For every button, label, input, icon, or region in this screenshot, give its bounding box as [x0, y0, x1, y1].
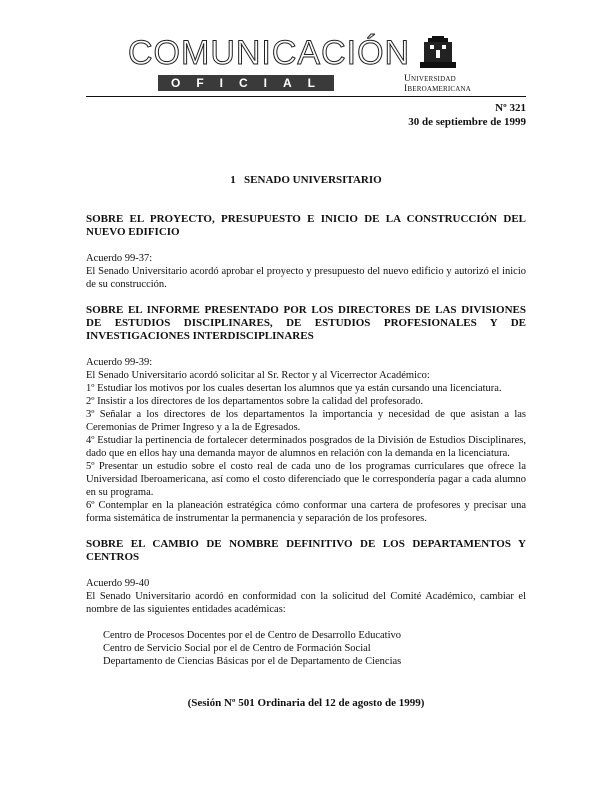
masthead-title: COMUNICACIÓN: [128, 34, 411, 72]
document-number: Nº 321: [495, 102, 526, 114]
university-name-line1: Universidad: [404, 74, 456, 84]
block2-items: [86, 382, 526, 525]
document-date: 30 de septiembre de 1999: [408, 116, 526, 128]
masthead-logo: [128, 34, 411, 94]
block1-text: El Senado Universitario acordó aprobar el proyecto y presupuesto del nuevo edificio y autorizó el inicio de su construcción.: [86, 266, 526, 290]
block3-heading: SOBRE EL CAMBIO DE NOMBRE DEFINITIVO DE LOS DEPARTAMENTOS Y CENTROS: [86, 538, 526, 563]
list-item: 1º Estudiar los motivos por los cuales desertan los alumnos que ya están cursando una licenciatura.: [86, 383, 502, 394]
block1-agreement: Acuerdo 99-37:: [86, 253, 153, 264]
university-emblem-icon: [418, 36, 458, 72]
session-footer: (Sesión Nº 501 Ordinaria del 12 de agosto de 1999): [187, 697, 425, 709]
list-item: 6º Contemplar en la planeación estratégica cómo conformar una cartera de profesores y precisar una forma sistemática de instrumentar la permanencia y separación de los profesores.: [86, 500, 526, 524]
document-body: [86, 174, 526, 668]
block2-heading: SOBRE EL INFORME PRESENTADO POR LOS DIRECTORES DE LAS DIVISIONES DE ESTUDIOS DISCIPLINARES, DE ESTUDIOS PROFESIONALES Y DE INVESTIGACIONES INTERDISCIPLINARES: [86, 304, 526, 342]
list-item: 5º Presentar un estudio sobre el costo real de cada uno de los programas curriculares que ofrece la Universidad Iberoamericana, así como el costo diferenciado que le correspondería pagar a cada alumno en su programa.: [86, 461, 526, 498]
section-title: 1 SENADO UNIVERSITARIO: [230, 174, 382, 186]
block3-agreement: Acuerdo 99-40: [86, 578, 150, 589]
university-logo: [404, 36, 534, 94]
list-item: 3º Señalar a los directores de los departamentos la importancia y necesidad de que asistan a las Ceremonias de Primer Ingreso y a la de Egresados.: [86, 409, 526, 433]
list-item: Departamento de Ciencias Básicas por el de Departamento de Ciencias: [103, 656, 402, 667]
university-name: [404, 74, 471, 94]
list-item: Centro de Servicio Social por el de Centro de Formación Social: [103, 643, 371, 654]
masthead-subtitle: OFICIAL: [171, 76, 331, 90]
list-item: Centro de Procesos Docentes por el de Centro de Desarrollo Educativo: [103, 630, 401, 641]
university-name-line2: Iberoamericana: [404, 84, 472, 94]
block3-text: El Senado Universitario acordó en conformidad con la solicitud del Comité Académico, cambiar el nombre de las siguientes entidades académicas:: [86, 591, 526, 615]
list-item: 2º Insistir a los directores de los departamentos sobre la calidad del profesorado.: [86, 396, 424, 407]
block2-intro: El Senado Universitario acordó solicitar al Sr. Rector y al Vicerrector Académico:: [86, 370, 430, 381]
block3-entities: [86, 629, 526, 668]
block1-heading: SOBRE EL PROYECTO, PRESUPUESTO E INICIO DE LA CONSTRUCCIÓN DEL NUEVO EDIFICIO: [86, 213, 526, 238]
document-reference: [408, 101, 526, 129]
block2-agreement: Acuerdo 99-39:: [86, 357, 153, 368]
header-divider: [86, 96, 526, 97]
list-item: 4º Estudiar la pertinencia de fortalecer determinados posgrados de la División de Estudios Disciplinares, dado que en ellos hay una demanda mayor de alumnos en relación con la demanda en la licenciatura.: [86, 435, 526, 459]
